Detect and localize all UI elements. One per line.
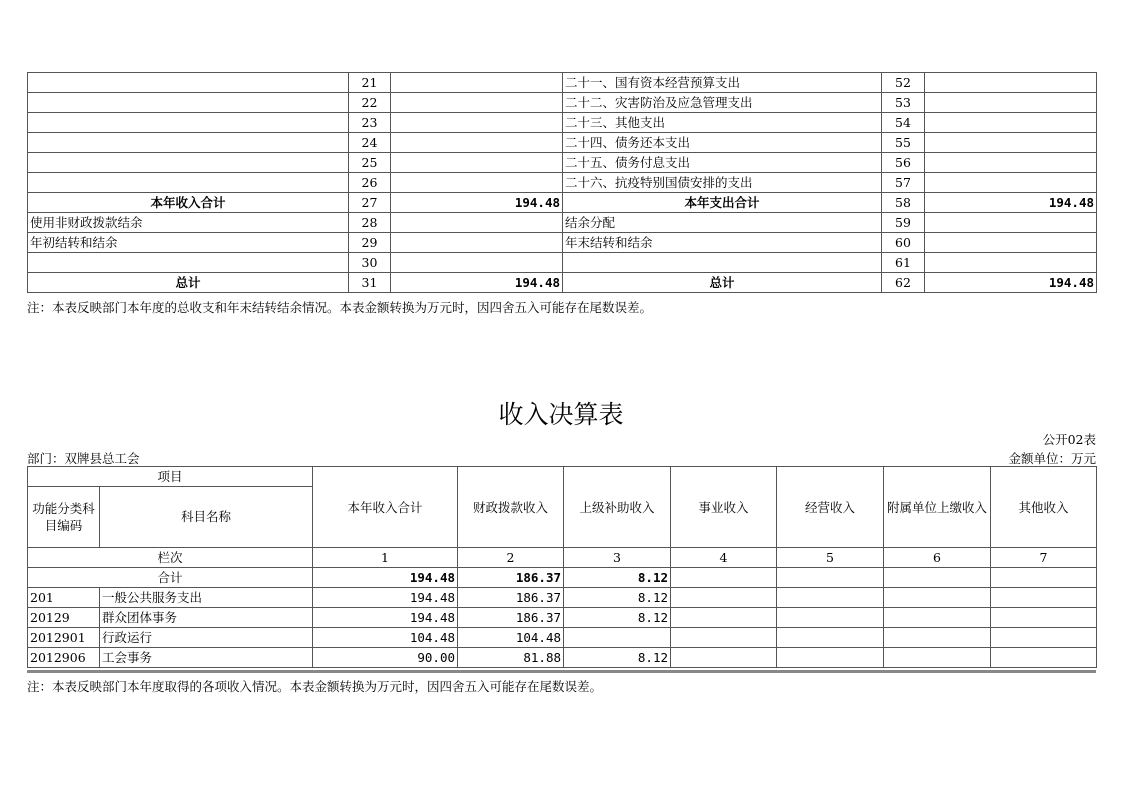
income-value [991,628,1097,648]
income-value [991,588,1097,608]
header-item: 项目 [28,467,313,487]
expense-item-label: 年末结转和结余 [563,233,882,253]
income-amount: 194.48 [391,273,563,293]
header-col-other-income: 其他收入 [991,467,1097,548]
expense-line-number: 60 [882,233,925,253]
expense-line-number: 58 [882,193,925,213]
income-line-number: 29 [349,233,391,253]
income-line-number: 25 [349,153,391,173]
summary-table-note: 注：本表反映部门本年度的总收支和年末结转结余情况。本表金额转换为万元时，因四舍五入可能存在尾数误差。 [27,300,653,315]
income-line-number: 23 [349,113,391,133]
income-amount: 194.48 [391,193,563,213]
subject-name: 行政运行 [100,628,313,648]
income-line-number: 24 [349,133,391,153]
expense-item-label: 二十四、债务还本支出 [563,133,882,153]
expense-amount [925,173,1097,193]
column-index: 3 [564,548,671,568]
expense-amount [925,73,1097,93]
income-value [777,608,884,628]
income-amount [391,133,563,153]
subject-code: 2012901 [28,628,100,648]
income-value: 104.48 [313,628,458,648]
income-item-label [28,173,349,193]
income-value [777,648,884,668]
income-value [777,628,884,648]
expense-line-number: 53 [882,93,925,113]
income-value: 194.48 [313,588,458,608]
income-value: 104.48 [458,628,564,648]
total-value [884,568,991,588]
table-row [28,93,1097,113]
income-value [564,628,671,648]
subject-code: 20129 [28,608,100,628]
subject-code: 201 [28,588,100,608]
header-col-fiscal-appropriation: 财政拨款收入 [458,467,564,548]
total-label: 合计 [28,568,313,588]
income-item-label [28,153,349,173]
expense-amount [925,113,1097,133]
total-value [671,568,777,588]
income-item-label [28,253,349,273]
income-item-label: 使用非财政拨款结余 [28,213,349,233]
total-value [777,568,884,588]
income-line-number: 30 [349,253,391,273]
table-row [28,113,1097,133]
income-line-number: 27 [349,193,391,213]
income-amount [391,233,563,253]
income-amount [391,113,563,133]
income-item-label: 年初结转和结余 [28,233,349,253]
subject-name: 工会事务 [100,648,313,668]
expense-item-label: 二十一、国有资本经营预算支出 [563,73,882,93]
income-item-label: 总计 [28,273,349,293]
subject-code: 2012906 [28,648,100,668]
income-line-number: 21 [349,73,391,93]
expense-item-label: 总计 [563,273,882,293]
table-row [28,588,1097,608]
expense-item-label: 二十五、债务付息支出 [563,153,882,173]
income-value [671,588,777,608]
amount-unit-label: 金额单位：万元 [1008,451,1096,466]
table-row [28,153,1097,173]
income-value [671,608,777,628]
summary-table-body [28,73,1097,293]
expense-amount [925,233,1097,253]
total-value: 8.12 [564,568,671,588]
total-row [28,568,1097,588]
expense-amount: 194.48 [925,193,1097,213]
expense-item-label: 二十三、其他支出 [563,113,882,133]
income-value: 194.48 [313,608,458,628]
header-code: 功能分类科目编码 [28,487,100,548]
expense-amount [925,213,1097,233]
income-line-number: 22 [349,93,391,113]
income-table-body [28,568,1097,668]
table-row [28,233,1097,253]
income-amount [391,173,563,193]
department-label: 部门：双牌县总工会 [27,451,140,466]
subject-name: 一般公共服务支出 [100,588,313,608]
expense-amount [925,133,1097,153]
header-name: 科目名称 [100,487,313,548]
income-item-label: 本年收入合计 [28,193,349,213]
expense-item-label: 二十六、抗疫特别国债安排的支出 [563,173,882,193]
header-col-superior-subsidy: 上级补助收入 [564,467,671,548]
expense-amount [925,153,1097,173]
income-item-label [28,133,349,153]
income-value [884,588,991,608]
income-amount [391,253,563,273]
expense-line-number: 61 [882,253,925,273]
income-expense-summary-table [27,72,1097,293]
table-row [28,73,1097,93]
column-index: 6 [884,548,991,568]
income-value [671,628,777,648]
income-amount [391,153,563,173]
income-value: 8.12 [564,588,671,608]
page-title: 收入决算表 [498,400,624,429]
expense-item-label [563,253,882,273]
expense-line-number: 59 [882,213,925,233]
income-value [884,608,991,628]
income-value [991,648,1097,668]
table-row [28,253,1097,273]
income-value [884,628,991,648]
income-final-accounts-table [27,466,1097,668]
expense-item-label: 本年支出合计 [563,193,882,213]
income-value: 90.00 [313,648,458,668]
total-value [991,568,1097,588]
form-number: 公开02表 [1042,432,1096,447]
income-value: 186.37 [458,588,564,608]
income-item-label [28,73,349,93]
income-amount [391,213,563,233]
column-index: 2 [458,548,564,568]
income-table-note: 注：本表反映部门本年度取得的各项收入情况。本表金额转换为万元时，因四舍五入可能存在尾数误差。 [27,679,603,694]
income-line-number: 31 [349,273,391,293]
expense-item-label: 二十二、灾害防治及应急管理支出 [563,93,882,113]
income-amount [391,93,563,113]
income-item-label [28,93,349,113]
income-value: 8.12 [564,648,671,668]
header-column-index-label: 栏次 [28,548,313,568]
expense-amount [925,253,1097,273]
expense-line-number: 55 [882,133,925,153]
income-item-label [28,113,349,133]
income-value [991,608,1097,628]
table-row [28,608,1097,628]
header-col-operating-income: 经营收入 [777,467,884,548]
column-index: 5 [777,548,884,568]
income-value [884,648,991,668]
income-line-number: 28 [349,213,391,233]
table-row [28,173,1097,193]
table-row [28,213,1097,233]
income-value [671,648,777,668]
total-value: 194.48 [313,568,458,588]
total-value: 186.37 [458,568,564,588]
table-row [28,193,1097,213]
income-value: 8.12 [564,608,671,628]
expense-line-number: 54 [882,113,925,133]
income-value: 81.88 [458,648,564,668]
table-row [28,273,1097,293]
table-row [28,648,1097,668]
income-line-number: 26 [349,173,391,193]
income-amount [391,73,563,93]
column-index: 1 [313,548,458,568]
income-value [777,588,884,608]
table-row [28,133,1097,153]
expense-line-number: 56 [882,153,925,173]
expense-amount: 194.48 [925,273,1097,293]
expense-line-number: 57 [882,173,925,193]
table-bottom-rule [27,670,1096,673]
header-col-affiliate-remittance: 附属单位上缴收入 [884,467,991,548]
header-col-total-income: 本年收入合计 [313,467,458,548]
income-value: 186.37 [458,608,564,628]
column-index: 7 [991,548,1097,568]
subject-name: 群众团体事务 [100,608,313,628]
expense-item-label: 结余分配 [563,213,882,233]
expense-line-number: 52 [882,73,925,93]
header-col-business-income: 事业收入 [671,467,777,548]
table-row [28,628,1097,648]
column-index: 4 [671,548,777,568]
expense-line-number: 62 [882,273,925,293]
expense-amount [925,93,1097,113]
